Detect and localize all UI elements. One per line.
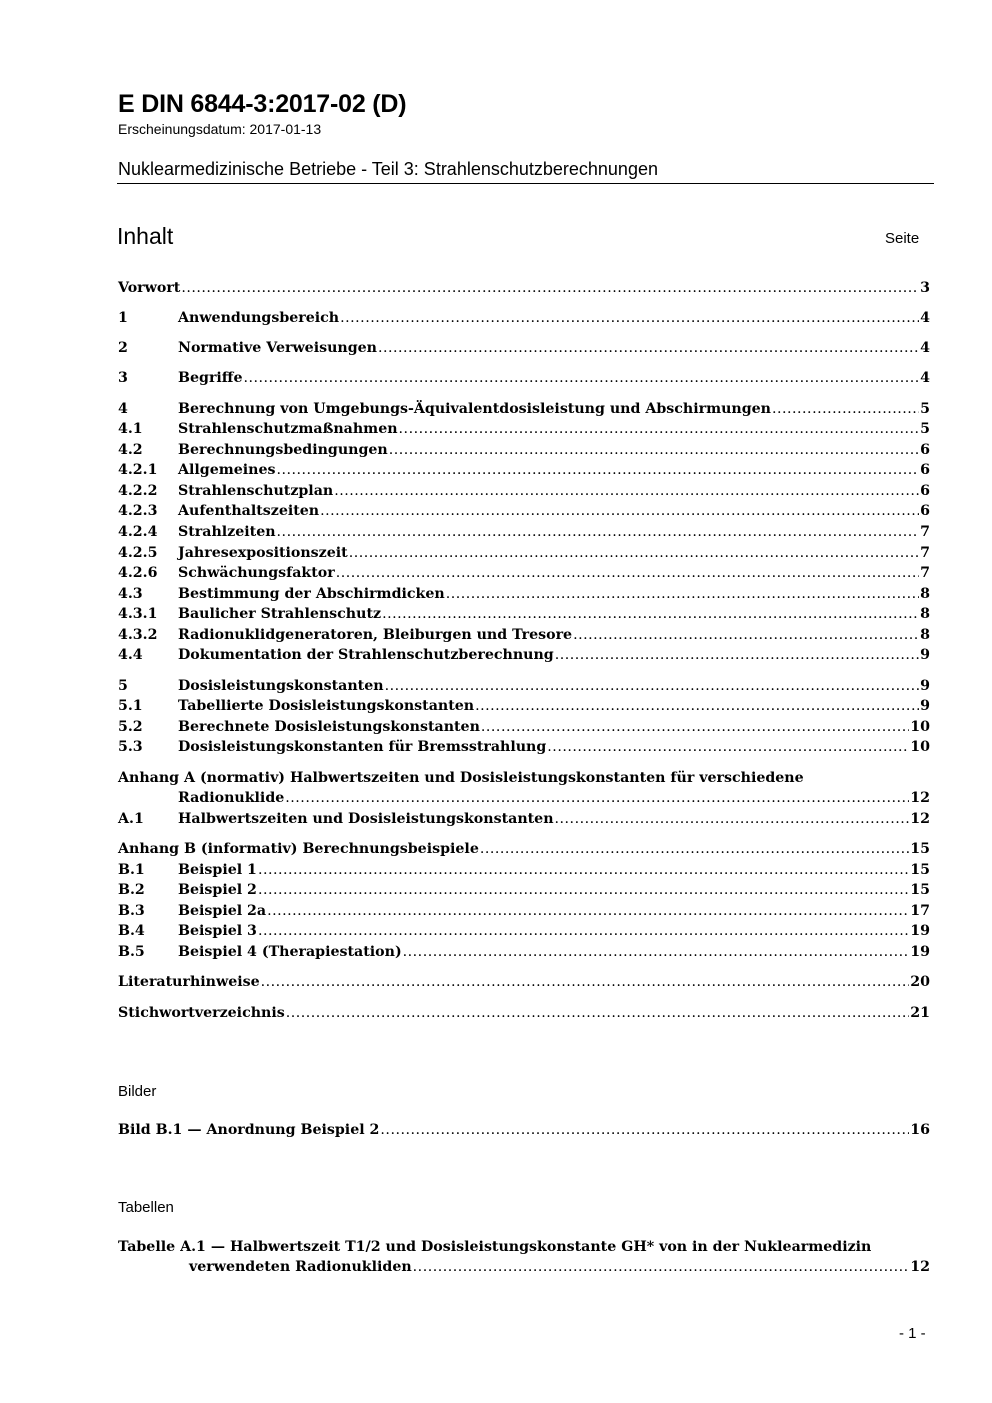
toc-entry-b-4[interactable] bbox=[118, 923, 930, 943]
toc-entry-number: 4.3.1 bbox=[118, 606, 158, 622]
leader-dots bbox=[258, 923, 909, 939]
table-entry-page: 12 bbox=[910, 1259, 930, 1275]
tables-heading: Tabellen bbox=[118, 1199, 174, 1216]
toc-entry-5[interactable] bbox=[118, 678, 930, 698]
toc-entry-title: Beispiel 3 bbox=[178, 923, 257, 939]
toc-entry-page: 6 bbox=[920, 462, 930, 478]
toc-entry-number: 4.3 bbox=[118, 586, 143, 602]
leader-dots bbox=[286, 1005, 910, 1021]
leader-dots bbox=[403, 944, 910, 960]
toc-entry-page: 4 bbox=[920, 340, 930, 356]
toc-entry-page: 10 bbox=[910, 719, 930, 735]
toc-entry-title: Berechnungsbedingungen bbox=[178, 442, 388, 458]
leader-dots bbox=[336, 565, 919, 581]
leader-dots bbox=[380, 1122, 909, 1138]
toc-entry-page: 8 bbox=[920, 586, 930, 602]
toc-entry-title: Beispiel 2a bbox=[178, 903, 267, 919]
toc-entry-4-1[interactable] bbox=[118, 421, 930, 441]
toc-entry-number: 5.3 bbox=[118, 739, 143, 755]
toc-entry-4-2-2[interactable] bbox=[118, 483, 930, 503]
figure-entry-title: Bild B.1 — Anordnung Beispiel 2 bbox=[118, 1122, 380, 1138]
publication-date: Erscheinungsdatum: 2017-01-13 bbox=[118, 121, 322, 137]
toc-entry-title: Aufenthaltszeiten bbox=[178, 503, 320, 519]
toc-entry-5-3[interactable] bbox=[118, 739, 930, 759]
toc-entry-page: 12 bbox=[910, 790, 930, 806]
table-entry-a-1-line1[interactable]: Tabelle A.1 — Halbwertszeit T1/2 und Dosisleistungskonstante GH* von in der Nuklearmedizin bbox=[118, 1239, 872, 1255]
page-number: - 1 - bbox=[899, 1325, 926, 1342]
leader-dots bbox=[573, 627, 919, 643]
toc-entry-number: B.1 bbox=[118, 862, 145, 878]
leader-dots bbox=[389, 442, 919, 458]
toc-entry-number: 1 bbox=[118, 310, 128, 326]
toc-entry-number: 5 bbox=[118, 678, 128, 694]
toc-entry-4[interactable] bbox=[118, 401, 930, 421]
toc-entry-title: Dosisleistungskonstanten bbox=[178, 678, 384, 694]
toc-entry-title: Beispiel 4 (Therapiestation) bbox=[178, 944, 402, 960]
toc-entry-4-2-6[interactable] bbox=[118, 565, 930, 585]
leader-dots bbox=[258, 882, 909, 898]
toc-entry-number: B.5 bbox=[118, 944, 145, 960]
toc-entry-title: Tabellierte Dosisleistungskonstanten bbox=[178, 698, 475, 714]
leader-dots bbox=[334, 483, 919, 499]
toc-entry-page: 15 bbox=[910, 841, 930, 857]
toc-entry-page: 15 bbox=[910, 862, 930, 878]
toc-entry-number: 4.1 bbox=[118, 421, 143, 437]
toc-entry-page: 5 bbox=[920, 421, 930, 437]
toc-entry-page: 10 bbox=[910, 739, 930, 755]
toc-entry-literaturhinweise[interactable] bbox=[118, 974, 930, 994]
toc-entry-page: 7 bbox=[920, 545, 930, 561]
toc-entry-title: Dosisleistungskonstanten für Bremsstrahlung bbox=[178, 739, 547, 755]
leader-dots bbox=[261, 974, 910, 990]
toc-entry-page: 5 bbox=[920, 401, 930, 417]
toc-entry-number: 4.3.2 bbox=[118, 627, 158, 643]
leader-dots bbox=[277, 462, 920, 478]
leader-dots bbox=[385, 678, 920, 694]
toc-entry-3[interactable] bbox=[118, 370, 930, 390]
toc-entry-page: 7 bbox=[920, 524, 930, 540]
toc-entry-4-2-3[interactable] bbox=[118, 503, 930, 523]
toc-entry-title: Anhang B (informativ) Berechnungsbeispiele bbox=[118, 841, 479, 857]
toc-entry-4-2-4[interactable] bbox=[118, 524, 930, 544]
toc-entry-page: 12 bbox=[910, 811, 930, 827]
toc-entry-title: Strahlzeiten bbox=[178, 524, 276, 540]
toc-entry-number: 4.2.5 bbox=[118, 545, 158, 561]
toc-entry-page: 3 bbox=[920, 280, 930, 296]
toc-entry-title: Strahlenschutzplan bbox=[178, 483, 334, 499]
figure-entry-page: 16 bbox=[910, 1122, 930, 1138]
leader-dots bbox=[320, 503, 919, 519]
header-rule bbox=[117, 183, 934, 184]
toc-entry-page: 17 bbox=[910, 903, 930, 919]
toc-entry-title: Halbwertszeiten und Dosisleistungskonstanten bbox=[178, 811, 554, 827]
toc-entry-page: 8 bbox=[920, 627, 930, 643]
toc-entry-number: A.1 bbox=[118, 811, 144, 827]
toc-entry-number: B.2 bbox=[118, 882, 145, 898]
toc-entry-5-2[interactable] bbox=[118, 719, 930, 739]
leader-dots bbox=[349, 545, 919, 561]
toc-entry-number: 5.1 bbox=[118, 698, 143, 714]
toc-entry-b-5[interactable] bbox=[118, 944, 930, 964]
toc-entry-title: Berechnete Dosisleistungskonstanten bbox=[178, 719, 480, 735]
toc-entry-title: Literaturhinweise bbox=[118, 974, 260, 990]
toc-entry-annex-a-line1[interactable]: Anhang A (normativ) Halbwertszeiten und Dosisleistungskonstanten für verschiedene bbox=[118, 770, 804, 786]
leader-dots bbox=[480, 841, 909, 857]
toc-entry-number: 3 bbox=[118, 370, 128, 386]
toc-entry-title: Strahlenschutzmaßnahmen bbox=[178, 421, 398, 437]
toc-entry-title: Dokumentation der Strahlenschutzberechnung bbox=[178, 647, 554, 663]
toc-entry-annex-a[interactable] bbox=[118, 790, 930, 810]
toc-entry-page: 6 bbox=[920, 442, 930, 458]
document-id: E DIN 6844-3:2017-02 (D) bbox=[118, 90, 407, 118]
toc-entry-annex-b[interactable] bbox=[118, 841, 930, 861]
toc-entry-page: 9 bbox=[920, 678, 930, 694]
leader-dots bbox=[285, 790, 909, 806]
toc-entry-number: 4.2.4 bbox=[118, 524, 158, 540]
leader-dots bbox=[340, 310, 919, 326]
toc-entry-a-1[interactable] bbox=[118, 811, 930, 831]
toc-entry-4-3[interactable] bbox=[118, 586, 930, 606]
toc-entry-number: 2 bbox=[118, 340, 128, 356]
toc-entry-page: 6 bbox=[920, 503, 930, 519]
toc-entry-4-3-1[interactable] bbox=[118, 606, 930, 626]
figure-entry-b-1[interactable] bbox=[118, 1122, 930, 1142]
leader-dots bbox=[555, 647, 919, 663]
toc-entry-number: 4.2.6 bbox=[118, 565, 158, 581]
toc-entry-title: Vorwort bbox=[118, 280, 181, 296]
toc-entry-title: Normative Verweisungen bbox=[178, 340, 377, 356]
leader-dots bbox=[378, 340, 919, 356]
toc-entry-page: 20 bbox=[910, 974, 930, 990]
toc-entry-4-3-2[interactable] bbox=[118, 627, 930, 647]
toc-entry-page: 21 bbox=[910, 1005, 930, 1021]
leader-dots bbox=[243, 370, 919, 386]
toc-entry-title: Beispiel 2 bbox=[178, 882, 257, 898]
toc-entry-2[interactable] bbox=[118, 340, 930, 360]
toc-entry-page: 4 bbox=[920, 310, 930, 326]
leader-dots bbox=[277, 524, 920, 540]
leader-dots bbox=[481, 719, 909, 735]
toc-entry-vorwort[interactable] bbox=[118, 280, 930, 300]
toc-entry-number: 4.4 bbox=[118, 647, 143, 663]
toc-entry-4-2[interactable] bbox=[118, 442, 930, 462]
toc-entry-page: 9 bbox=[920, 647, 930, 663]
toc-entry-page: 8 bbox=[920, 606, 930, 622]
leader-dots bbox=[555, 811, 910, 827]
leader-dots bbox=[475, 698, 919, 714]
toc-entry-page: 9 bbox=[920, 698, 930, 714]
leader-dots bbox=[267, 903, 909, 919]
toc-entry-number: 4.2 bbox=[118, 442, 143, 458]
toc-entry-title: Jahresexpositionszeit bbox=[178, 545, 348, 561]
toc-entry-number: 4.2.2 bbox=[118, 483, 158, 499]
toc-entry-title: Radionuklidgeneratoren, Bleiburgen und Tresore bbox=[178, 627, 573, 643]
toc-entry-title: Begriffe bbox=[178, 370, 243, 386]
leader-dots bbox=[382, 606, 919, 622]
table-entry-title: verwendeten Radionukliden bbox=[189, 1259, 412, 1275]
figures-heading: Bilder bbox=[118, 1083, 157, 1100]
toc-entry-page: 19 bbox=[910, 923, 930, 939]
toc-entry-page: 4 bbox=[920, 370, 930, 386]
leader-dots bbox=[446, 586, 919, 602]
toc-entry-page: 7 bbox=[920, 565, 930, 581]
toc-entry-title: Bestimmung der Abschirmdicken bbox=[178, 586, 445, 602]
toc-entry-title: Anwendungsbereich bbox=[178, 310, 340, 326]
toc-entry-number: B.3 bbox=[118, 903, 145, 919]
toc-entry-title: Baulicher Strahlenschutz bbox=[178, 606, 382, 622]
toc-entry-4-2-5[interactable] bbox=[118, 545, 930, 565]
table-entry-a-1[interactable] bbox=[118, 1259, 930, 1279]
toc-entry-title: Stichwortverzeichnis bbox=[118, 1005, 285, 1021]
toc-entry-title: Berechnung von Umgebungs-Äquivalentdosisleistung und Abschirmungen bbox=[178, 401, 771, 417]
toc-entry-title: Beispiel 1 bbox=[178, 862, 257, 878]
document-subtitle: Nuklearmedizinische Betriebe - Teil 3: Strahlenschutzberechnungen bbox=[118, 159, 658, 179]
toc-entry-5-1[interactable] bbox=[118, 698, 930, 718]
toc-entry-title: Schwächungsfaktor bbox=[178, 565, 335, 581]
toc-entry-stichwortverzeichnis[interactable] bbox=[118, 1005, 930, 1025]
toc-page-label: Seite bbox=[885, 230, 920, 247]
leader-dots bbox=[772, 401, 919, 417]
toc-entry-1[interactable] bbox=[118, 310, 930, 330]
toc-entry-number: B.4 bbox=[118, 923, 145, 939]
toc-entry-number: 4 bbox=[118, 401, 128, 417]
leader-dots bbox=[413, 1259, 910, 1275]
leader-dots bbox=[547, 739, 909, 755]
toc-entry-number: 5.2 bbox=[118, 719, 143, 735]
leader-dots bbox=[399, 421, 920, 437]
leader-dots bbox=[258, 862, 909, 878]
toc-entry-number: 4.2.3 bbox=[118, 503, 158, 519]
toc-entry-b-1[interactable] bbox=[118, 862, 930, 882]
toc-entry-number: 4.2.1 bbox=[118, 462, 158, 478]
toc-entry-title: Allgemeines bbox=[178, 462, 276, 478]
leader-dots bbox=[181, 280, 919, 296]
toc-entry-page: 6 bbox=[920, 483, 930, 499]
toc-entry-4-4[interactable] bbox=[118, 647, 930, 667]
toc-entry-page: 15 bbox=[910, 882, 930, 898]
toc-entry-title: Radionuklide bbox=[178, 790, 285, 806]
toc-entry-b-2[interactable] bbox=[118, 882, 930, 902]
toc-entry-page: 19 bbox=[910, 944, 930, 960]
toc-heading: Inhalt bbox=[117, 223, 174, 249]
toc-entry-b-3[interactable] bbox=[118, 903, 930, 923]
toc-entry-4-2-1[interactable] bbox=[118, 462, 930, 482]
